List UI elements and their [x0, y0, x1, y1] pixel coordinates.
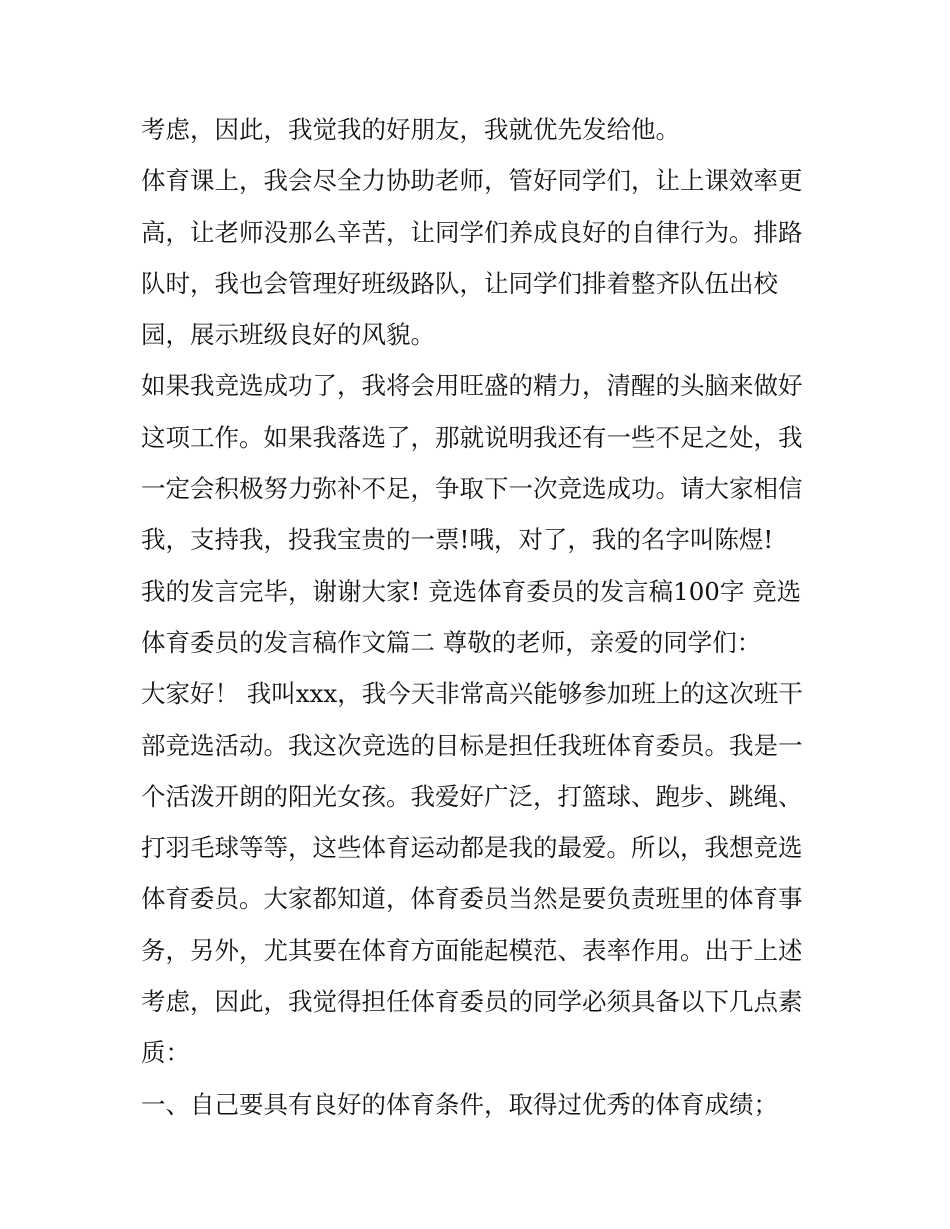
text-line: 打羽毛球等等，这些体育运动都是我的最爱。所以，我想竞选 — [141, 833, 803, 863]
text-line: 部竞选活动。我这次竞选的目标是担任我班体育委员。我是一 — [141, 730, 803, 760]
text-line: 我，支持我，投我宝贵的一票!哦，对了，我的名字叫陈煜! — [141, 525, 774, 555]
text-line: 如果我竞选成功了，我将会用旺盛的精力，清醒的头脑来做好 — [141, 371, 803, 401]
text-line: 体育课上，我会尽全力协助老师，管好同学们，让上课效率更 — [141, 166, 803, 196]
text-line: 园，展示班级良好的风貌。 — [141, 320, 435, 350]
text-line: 大家好！ 我叫xxx，我今天非常高兴能够参加班上的这次班干 — [141, 679, 803, 709]
text-line: 质： — [141, 1038, 190, 1068]
text-line: 体育委员。大家都知道，体育委员当然是要负责班里的体育事 — [141, 884, 803, 914]
text-line: 一定会积极努力弥补不足，争取下一次竞选成功。请大家相信 — [141, 474, 803, 504]
text-line: 体育委员的发言稿作文篇二 尊敬的老师，亲爱的同学们： — [141, 627, 762, 657]
document-body — [141, 104, 816, 1130]
text-line: 队时，我也会管理好班级路队，让同学们排着整齐队伍出校 — [141, 268, 778, 298]
text-line: 一、自己要具有良好的体育条件，取得过优秀的体育成绩； — [141, 1089, 778, 1119]
text-line: 这项工作。如果我落选了，那就说明我还有一些不足之处，我 — [141, 422, 803, 452]
text-line: 务，另外，尤其要在体育方面能起模范、表率作用。出于上述 — [141, 935, 803, 965]
text-line: 我的发言完毕，谢谢大家! 竞选体育委员的发言稿100字 竞选 — [141, 576, 802, 606]
text-line: 考虑，因此，我觉我的好朋友，我就优先发给他。 — [141, 115, 680, 144]
text-line: 个活泼开朗的阳光女孩。我爱好广泛，打篮球、跑步、跳绳、 — [141, 781, 803, 811]
text-line: 高，让老师没那么辛苦，让同学们养成良好的自律行为。排路 — [141, 217, 803, 247]
text-line: 考虑，因此，我觉得担任体育委员的同学必须具备以下几点素 — [141, 987, 803, 1017]
